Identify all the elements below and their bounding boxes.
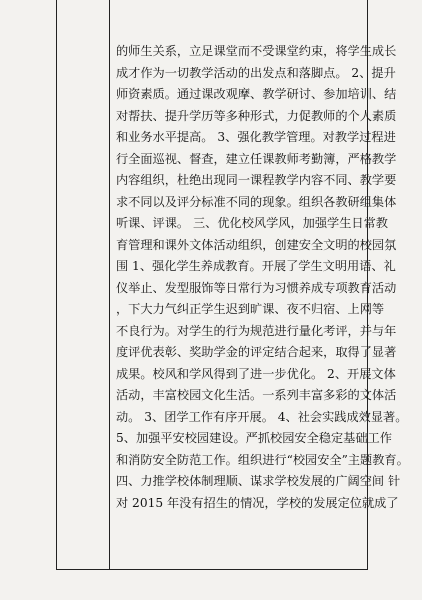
text-line: 内容组织，杜绝出现同一课程教学内容不同、教学要 bbox=[116, 173, 397, 187]
table-left-column bbox=[56, 0, 110, 570]
text-line: 动。 3、团学工作有序开展。 4、社会实践成效显著。 bbox=[116, 409, 408, 424]
text-line: 和消防安全防范工作。组织进行“校园安全”主题教育。 bbox=[116, 452, 409, 467]
text-line: 听课、评课。 三、优化校风学风，加强学生日常教 bbox=[116, 216, 388, 230]
text-line: 5、加强平安校园建设。严抓校园安全稳定基础工作 bbox=[116, 431, 392, 445]
text-line: 围 1、强化学生养成教育。开展了学生文明用语、礼 bbox=[116, 259, 396, 273]
text-line: 师资素质。通过课改观摩、教学研讨、参加培训、结 bbox=[116, 87, 397, 101]
text-line: 四、力推学校体制理顺、谋求学校发展的广阔空间 针 bbox=[116, 474, 401, 488]
text-line: 对 2015 年没有招生的情况，学校的发展定位就成了 bbox=[116, 495, 399, 510]
text-line: 度评优表彰、奖助学金的评定结合起来，取得了显著 bbox=[116, 345, 397, 359]
text-line: 育管理和课外文体活动组织，创建安全文明的校园氛 bbox=[116, 237, 397, 252]
text-line: 仪举止、发型服饰等日常行为习惯养成专项教育活动 bbox=[116, 280, 397, 295]
text-line: ，下大力气纠正学生迟到旷课、夜不归宿、上网等 bbox=[116, 302, 385, 316]
text-line: 行全面巡视、督查，建立任课教师考勤簿，严格教学 bbox=[116, 151, 397, 166]
text-line: 成果。校风和学风得到了进一步优化。 2、开展文体 bbox=[116, 366, 396, 381]
text-line: 的师生关系，立足课堂而不受课堂约束，将学生成长 bbox=[116, 44, 397, 58]
text-line: 成才作为一切教学活动的出发点和落脚点。 2、提升 bbox=[116, 65, 396, 80]
text-line: 不良行为。对学生的行为规范进行量化考评，并与年 bbox=[116, 323, 397, 338]
text-line: 和业务水平提高。 3、强化教学管理。对教学过程进 bbox=[116, 130, 396, 144]
text-line: 活动，丰富校园文化生活。一系列丰富多彩的文体活 bbox=[116, 388, 397, 402]
text-line: 求不同以及评分标准不同的现象。组织各教研组集体 bbox=[116, 194, 397, 209]
body-text bbox=[116, 41, 409, 514]
text-line: 对帮扶、提升学历等多种形式，力促教师的个人素质 bbox=[116, 108, 397, 123]
